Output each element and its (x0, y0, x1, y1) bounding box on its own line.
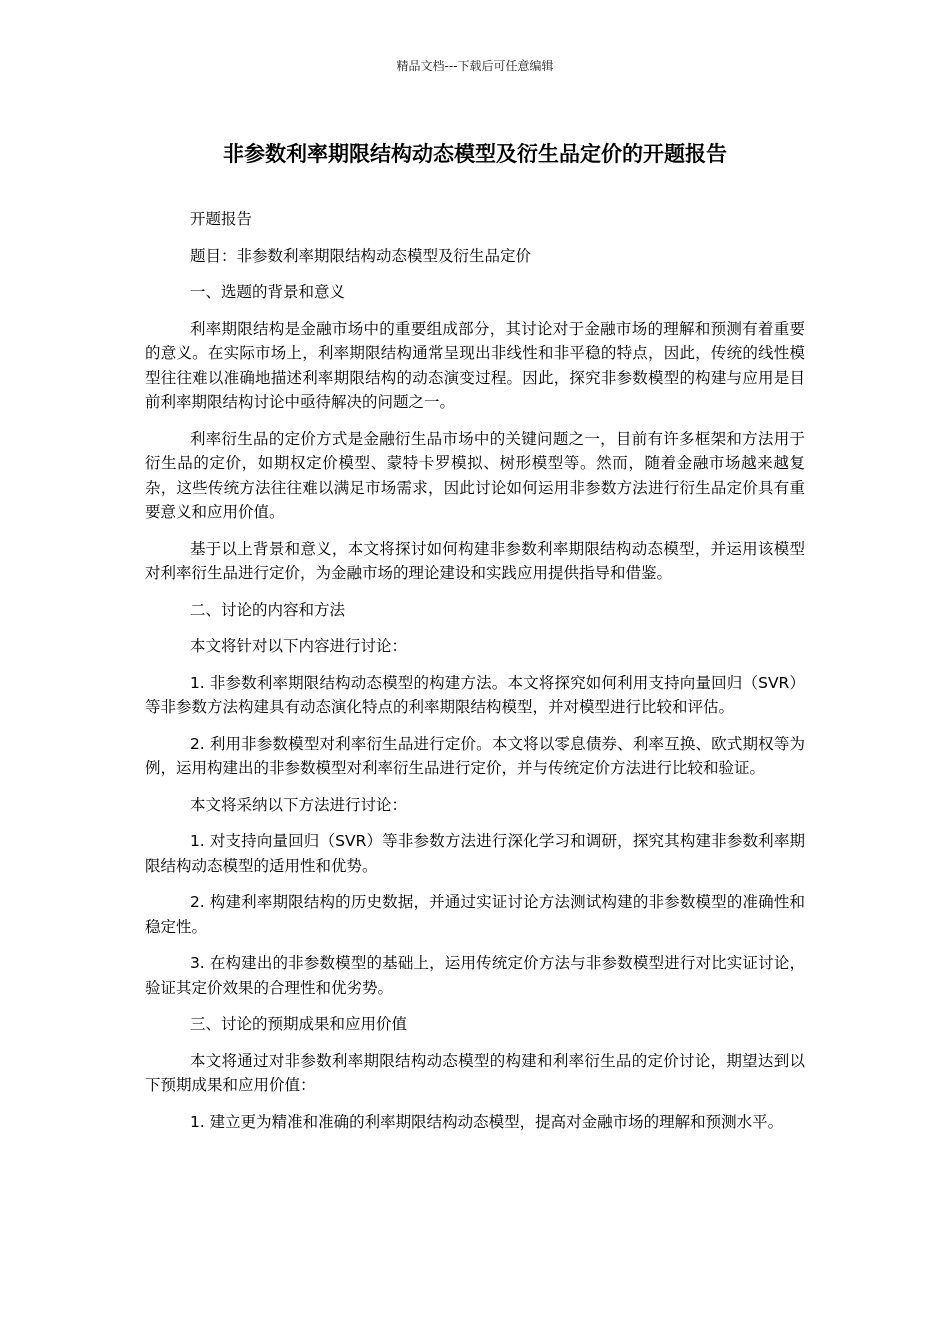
list-item: 3. 在构建出的非参数模型的基础上，运用传统定价方法与非参数模型进行对比实证讨论，验证其定价效果的合理性和优劣势。 (145, 954, 805, 997)
document-title: 非参数利率期限结构动态模型及衍生品定价的开题报告 (223, 142, 727, 166)
list-item: 2. 构建利率期限结构的历史数据，并通过实证讨论方法测试构建的非参数模型的准确性和稳定性。 (145, 893, 805, 936)
paragraph: 本文将针对以下内容进行讨论： (189, 637, 407, 655)
paragraph: 本文将通过对非参数利率期限结构动态模型的构建和利率衍生品的定价讨论，期望达到以下预期成果和应用价值： (145, 1051, 805, 1094)
list-item: 2. 利用非参数模型对利率衍生品进行定价。本文将以零息债券、利率互换、欧式期权等为例，运用构建出的非参数模型对利率衍生品进行定价，并与传统定价方法进行比较和验证。 (145, 734, 805, 777)
paragraph: 本文将采纳以下方法进行讨论： (189, 795, 407, 814)
paragraph: 利率衍生品的定价方式是金融衍生品市场中的关键问题之一，目前有许多框架和方法用于衍生品的定价，如期权定价模型、蒙特卡罗模拟、树形模型等。然而，随着金融市场越来越复杂，这些传统方法往往难以满足市场需求，因此讨论如何运用非参数方法进行衍生品定价具有重要意义和应用价值。 (145, 429, 805, 521)
paragraph: 利率期限结构是金融市场中的重要组成部分，其讨论对于金融市场的理解和预测有着重要的意义。在实际市场上，利率期限结构通常呈现出非线性和非平稳的特点，因此，传统的线性模型往往难以准确地描述利率期限结构的动态演变过程。因此，探究非参数模型的构建与应用是目前利率期限结构讨论中亟待解决的问题之一。 (145, 319, 805, 411)
section-heading: 三、讨论的预期成果和应用价值 (189, 1015, 407, 1033)
paragraph: 开题报告 (189, 210, 252, 228)
list-item: 1. 对支持向量回归（SVR）等非参数方法进行深化学习和调研，探究其构建非参数利率期限结构动态模型的适用性和优势。 (145, 832, 805, 875)
list-item: 1. 建立更为精准和准确的利率期限结构动态模型，提高对金融市场的理解和预测水平。 (189, 1112, 784, 1131)
document-body (145, 207, 805, 1146)
list-item: 1. 非参数利率期限结构动态模型的构建方法。本文将探究如何利用支持向量回归（SVR）等非参数方法构建具有动态演化特点的利率期限结构模型，并对模型进行比较和评估。 (145, 673, 805, 716)
paragraph: 基于以上背景和意义，本文将探讨如何构建非参数利率期限结构动态模型，并运用该模型对利率衍生品进行定价，为金融市场的理论建设和实践应用提供指导和借鉴。 (145, 539, 805, 582)
paragraph: 题目：非参数利率期限结构动态模型及衍生品定价 (189, 246, 531, 265)
section-heading: 二、讨论的内容和方法 (189, 600, 345, 619)
section-heading: 一、选题的背景和意义 (189, 283, 345, 301)
header-note: 精品文档---下载后可任意编辑 (396, 59, 554, 73)
